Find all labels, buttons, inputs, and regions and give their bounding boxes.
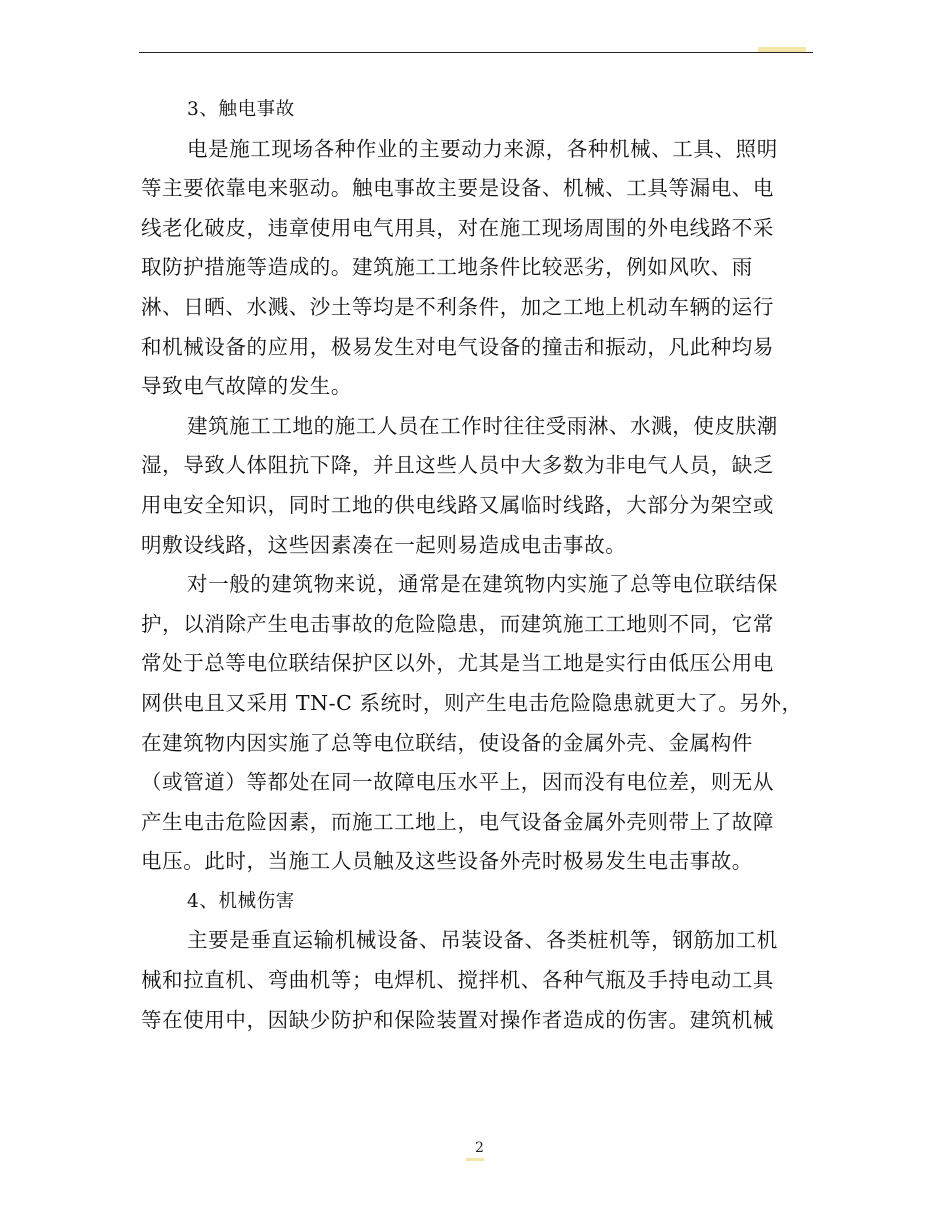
paragraph-line: 护，以消除产生电击事故的危险隐患，而建筑施工工地则不同，它常 bbox=[141, 611, 774, 636]
paragraph-line: 线老化破皮，违章使用电气用具，对在施工现场周围的外电线路不采 bbox=[141, 215, 774, 240]
paragraph-line: 等主要依靠电来驱动。触电事故主要是设备、机械、工具等漏电、电 bbox=[141, 176, 774, 201]
section-heading-electric-shock: 3、触电事故 bbox=[187, 99, 295, 120]
paragraph-line: 在建筑物内因实施了总等电位联结，使设备的金属外壳、金属构件 bbox=[141, 730, 753, 755]
paragraph-line: 用电安全知识，同时工地的供电线路又属临时线路，大部分为架空或 bbox=[141, 492, 774, 517]
paragraph-line: 和机械设备的应用，极易发生对电气设备的撞击和振动，凡此种均易 bbox=[141, 334, 774, 359]
paragraph-line: 建筑施工工地的施工人员在工作时往往受雨淋、水溅，使皮肤潮 bbox=[187, 413, 778, 438]
paragraph-line: 对一般的建筑物来说，通常是在建筑物内实施了总等电位联结保 bbox=[187, 572, 778, 597]
paragraph-line: 常处于总等电位联结保护区以外，尤其是当工地是实行由低压公用电 bbox=[141, 651, 774, 676]
paragraph-line: 械和拉直机、弯曲机等；电焊机、搅拌机、各种气瓶及手持电动工具 bbox=[141, 968, 774, 993]
paragraph-line: 等在使用中，因缺少防护和保险装置对操作者造成的伤害。建筑机械 bbox=[141, 1007, 774, 1032]
paragraph-line: 导致电气故障的发生。 bbox=[141, 374, 352, 399]
paragraph-line: 湿，导致人体阻抗下降，并且这些人员中大多数为非电气人员，缺乏 bbox=[141, 453, 774, 478]
paragraph-line: 取防护措施等造成的。建筑施工工地条件比较恶劣，例如风吹、雨 bbox=[141, 255, 753, 280]
header-watermark bbox=[758, 47, 806, 52]
paragraph-line: 淋、日晒、水溅、沙土等均是不利条件，加之工地上机动车辆的运行 bbox=[141, 294, 774, 319]
paragraph-line: 电是施工现场各种作业的主要动力来源，各种机械、工具、照明 bbox=[187, 136, 778, 161]
section-heading-mechanical-injury: 4、机械伤害 bbox=[187, 890, 295, 912]
paragraph-line: （或管道）等都处在同一故障电压水平上，因而没有电位差，则无从 bbox=[141, 770, 774, 795]
paragraph-line: 网供电且又采用 TN-C 系统时，则产生电击危险隐患就更大了。另外， bbox=[141, 690, 803, 715]
document-body bbox=[141, 90, 801, 1040]
footer-watermark bbox=[466, 1158, 484, 1161]
paragraph-line: 主要是垂直运输机械设备、吊装设备、各类桩机等，钢筋加工机 bbox=[187, 928, 778, 953]
page-number: 2 bbox=[475, 1140, 484, 1156]
paragraph-line: 电压。此时，当施工人员触及这些设备外壳时极易发生电击事故。 bbox=[141, 849, 753, 874]
paragraph-line: 产生电击危险因素，而施工工地上，电气设备金属外壳则带上了故障 bbox=[141, 809, 774, 834]
header-rule bbox=[139, 52, 813, 53]
paragraph-line: 明敷设线路，这些因素凑在一起则易造成电击事故。 bbox=[141, 532, 627, 557]
